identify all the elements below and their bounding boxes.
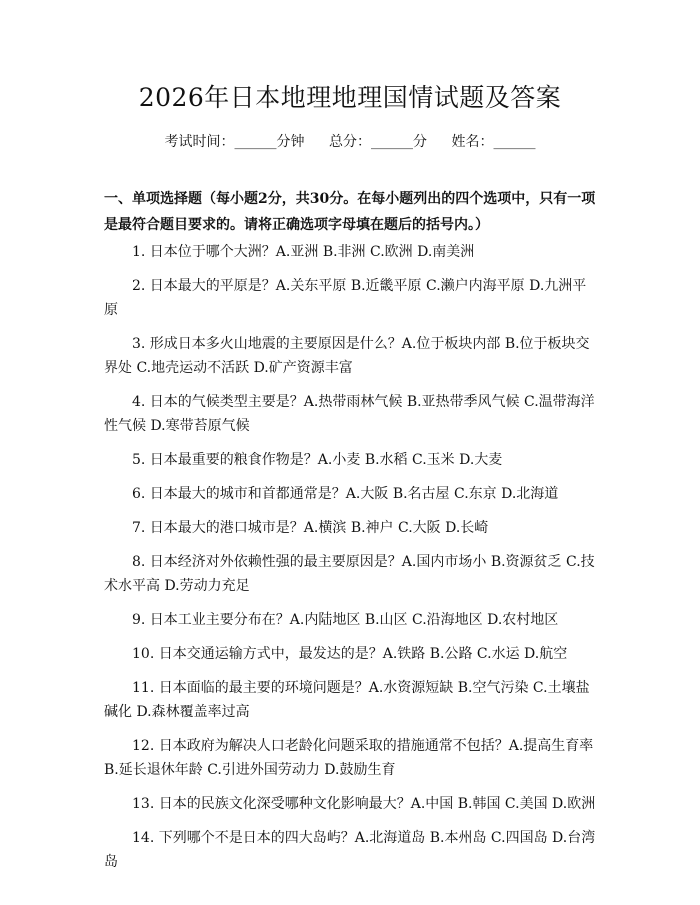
question-4: 4. 日本的气候类型主要是？A.热带雨林气候 B.亚热带季风气候 C.温带海洋性气候 D.寒带苔原气候 [104,394,595,434]
question-7: 7. 日本最大的港口城市是？A.横滨 B.神户 C.大阪 D.长崎 [132,520,489,536]
question-1: 1. 日本位于哪个大洲？A.亚洲 B.非洲 C.欧洲 D.南美洲 [132,244,475,260]
question-13: 13. 日本的民族文化深受哪种文化影响最大？A.中国 B.韩国 C.美国 D.欧洲 [132,796,596,812]
question-list [104,240,600,884]
question-2: 2. 日本最大的平原是？A.关东平原 B.近畿平原 C.濑户内海平原 D.九洲平原 [104,278,587,318]
question-14: 14. 下列哪个不是日本的四大岛屿？A.北海道岛 B.本州岛 C.四国岛 D.台湾岛 [104,830,596,870]
total-score-field: 总分：______分 [329,134,427,150]
page-title: 2026年日本地理地理国情试题及答案 [138,83,562,112]
question-10: 10. 日本交通运输方式中，最发达的是？A.铁路 B.公路 C.水运 D.航空 [132,646,568,662]
exam-time-field: 考试时间：______分钟 [164,134,305,150]
question-12: 12. 日本政府为解决人口老龄化问题采取的措施通常不包括？A.提高生育率 B.延长退休年龄 C.引进外国劳动力 D.鼓励生育 [104,738,594,778]
question-11: 11. 日本面临的最主要的环境问题是？A.水资源短缺 B.空气污染 C.土壤盐碱化 D.森林覆盖率过高 [104,680,590,720]
name-field: 姓名：______ [451,134,536,150]
question-3: 3. 形成日本多火山地震的主要原因是什么？A.位于板块内部 B.位于板块交界处 C.地壳运动不活跃 D.矿产资源丰富 [104,336,590,376]
question-9: 9. 日本工业主要分布在？A.内陆地区 B.山区 C.沿海地区 D.农村地区 [132,612,559,628]
question-6: 6. 日本最大的城市和首都通常是？A.大阪 B.名古屋 C.东京 D.北海道 [132,486,559,502]
section-heading: 一、单项选择题（每小题2分，共30分。在每小题列出的四个选项中，只有一项是最符合题目要求的。请将正确选项字母填在题后的括号内。） [104,191,596,233]
exam-meta [0,131,700,153]
question-8: 8. 日本经济对外依赖性强的最主要原因是？A.国内市场小 B.资源贫乏 C.技术水平高 D.劳动力充足 [104,554,595,594]
question-5: 5. 日本最重要的粮食作物是？A.小麦 B.水稻 C.玉米 D.大麦 [132,452,503,468]
